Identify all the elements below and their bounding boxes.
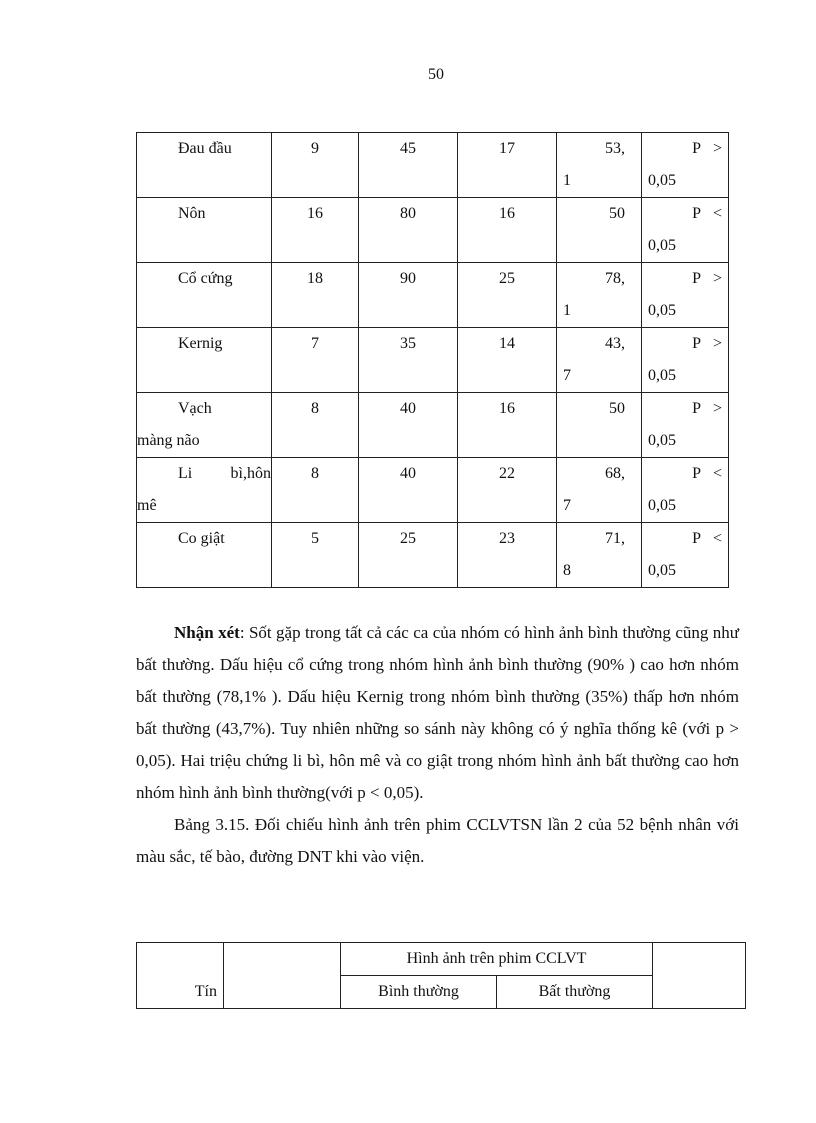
count-abnormal: 16 bbox=[458, 198, 557, 263]
significance-symbol: P bbox=[692, 335, 701, 352]
significance-value: 0,05 bbox=[648, 497, 676, 514]
count-abnormal: 25 bbox=[458, 263, 557, 328]
table-row bbox=[137, 393, 729, 458]
significance-cell bbox=[642, 393, 729, 458]
symptom-name-cell bbox=[137, 133, 272, 198]
percent-abnormal: 68, bbox=[605, 465, 625, 482]
table-row bbox=[137, 263, 729, 328]
significance-operator: > bbox=[712, 270, 722, 287]
percent-normal: 80 bbox=[359, 198, 458, 263]
significance-operator: < bbox=[712, 205, 722, 222]
table-row bbox=[137, 198, 729, 263]
count-normal: 18 bbox=[272, 263, 359, 328]
symptom-name: Kernig bbox=[178, 335, 223, 352]
symptom-name-cell bbox=[137, 198, 272, 263]
row-label-cell bbox=[137, 943, 224, 1009]
percent-abnormal-cont: 1 bbox=[563, 302, 571, 319]
table-row bbox=[137, 328, 729, 393]
significance-value: 0,05 bbox=[648, 302, 676, 319]
percent-abnormal-cell bbox=[557, 393, 642, 458]
significance-operator: > bbox=[712, 400, 722, 417]
count-normal: 8 bbox=[272, 458, 359, 523]
percent-abnormal: 71, bbox=[605, 530, 625, 547]
col-abnormal-header: Bất thường bbox=[497, 976, 653, 1009]
significance-symbol: P bbox=[692, 270, 701, 287]
symptom-name-cell bbox=[137, 328, 272, 393]
percent-abnormal-cell bbox=[557, 263, 642, 328]
significance-symbol: P bbox=[692, 400, 701, 417]
symptom-comparison-table bbox=[136, 132, 729, 588]
percent-normal: 40 bbox=[359, 458, 458, 523]
percent-abnormal: 50 bbox=[609, 400, 625, 417]
significance-symbol: P bbox=[692, 140, 701, 157]
count-abnormal: 16 bbox=[458, 393, 557, 458]
count-normal: 9 bbox=[272, 133, 359, 198]
row-label: Tín bbox=[194, 983, 217, 1000]
significance-symbol: P bbox=[692, 530, 701, 547]
percent-abnormal-cell bbox=[557, 198, 642, 263]
table-row bbox=[137, 133, 729, 198]
comment-paragraph bbox=[136, 617, 739, 809]
table-row bbox=[137, 458, 729, 523]
percent-normal: 90 bbox=[359, 263, 458, 328]
symptom-name-cell bbox=[137, 523, 272, 588]
significance-cell bbox=[642, 458, 729, 523]
image-comparison-table bbox=[136, 942, 746, 1009]
count-abnormal: 23 bbox=[458, 523, 557, 588]
significance-cell bbox=[642, 263, 729, 328]
percent-abnormal-cell bbox=[557, 523, 642, 588]
count-abnormal: 17 bbox=[458, 133, 557, 198]
percent-normal: 25 bbox=[359, 523, 458, 588]
body-text bbox=[136, 617, 739, 873]
percent-abnormal: 43, bbox=[605, 335, 625, 352]
significance-value: 0,05 bbox=[648, 432, 676, 449]
percent-abnormal-cell bbox=[557, 458, 642, 523]
percent-normal: 45 bbox=[359, 133, 458, 198]
significance-operator: > bbox=[712, 140, 722, 157]
symptom-name: Nôn bbox=[178, 205, 206, 222]
percent-abnormal-cont: 7 bbox=[563, 367, 571, 384]
count-normal: 5 bbox=[272, 523, 359, 588]
percent-abnormal-cell bbox=[557, 328, 642, 393]
empty-header-cell-right bbox=[653, 943, 746, 1009]
col-normal-header: Bình thường bbox=[341, 976, 497, 1009]
symptom-name: Vạch bbox=[178, 400, 212, 417]
page-number: 50 bbox=[428, 66, 444, 83]
percent-abnormal-cont: 1 bbox=[563, 172, 571, 189]
percent-normal: 40 bbox=[359, 393, 458, 458]
percent-abnormal: 50 bbox=[609, 205, 625, 222]
significance-operator: < bbox=[712, 530, 722, 547]
count-normal: 16 bbox=[272, 198, 359, 263]
significance-cell bbox=[642, 523, 729, 588]
percent-abnormal: 53, bbox=[605, 140, 625, 157]
significance-symbol: P bbox=[692, 465, 701, 482]
significance-cell bbox=[642, 328, 729, 393]
significance-cell bbox=[642, 133, 729, 198]
symptom-name-cont: màng não bbox=[137, 432, 200, 449]
significance-value: 0,05 bbox=[648, 367, 676, 384]
significance-symbol: P bbox=[692, 205, 701, 222]
group-header-cell bbox=[341, 943, 653, 976]
percent-abnormal: 78, bbox=[605, 270, 625, 287]
symptom-name-cell bbox=[137, 458, 272, 523]
empty-header-cell bbox=[224, 943, 341, 1009]
symptom-name: Co giật bbox=[178, 530, 225, 547]
significance-value: 0,05 bbox=[648, 562, 676, 579]
count-abnormal: 14 bbox=[458, 328, 557, 393]
group-header: Hình ảnh trên phim CCLVT bbox=[406, 950, 587, 967]
significance-operator: > bbox=[712, 335, 722, 352]
count-normal: 8 bbox=[272, 393, 359, 458]
significance-cell bbox=[642, 198, 729, 263]
table-row bbox=[137, 523, 729, 588]
count-abnormal: 22 bbox=[458, 458, 557, 523]
symptom-name-cell bbox=[137, 263, 272, 328]
significance-value: 0,05 bbox=[648, 237, 676, 254]
symptom-name: Đau đầu bbox=[178, 140, 232, 157]
symptom-name-cell bbox=[137, 393, 272, 458]
percent-abnormal-cell bbox=[557, 133, 642, 198]
percent-normal: 35 bbox=[359, 328, 458, 393]
comment-text: : Sốt gặp trong tất cả các ca của nhóm có hình ảnh bình thường cũng như bất thường. Dấu hiệu cổ cứng trong nhóm hình ảnh bình thường (90% ) cao hơn nhóm bất thường (78,1% ). Dấu hiệu Kernig trong nhóm bình thường (35%) thấp hơn nhóm bất thường (43,7%). Tuy nhiên những so sánh này không có ý nghĩa thống kê (với p > 0,05). Hai triệu chứng li bì, hôn mê và co giật trong nhóm hình ảnh bất thường cao hơn nhóm hình ảnh bình thường(với p < 0,05). bbox=[136, 623, 739, 802]
significance-value: 0,05 bbox=[648, 172, 676, 189]
percent-abnormal-cont: 7 bbox=[563, 497, 571, 514]
count-normal: 7 bbox=[272, 328, 359, 393]
symptom-name: Li bì,hôn bbox=[178, 465, 271, 482]
table-caption: Bảng 3.15. Đối chiếu hình ảnh trên phim CCLVTSN lần 2 của 52 bệnh nhân với màu sắc, tế bào, đường DNT khi vào viện. bbox=[136, 815, 739, 866]
significance-operator: < bbox=[712, 465, 722, 482]
comment-label: Nhận xét bbox=[174, 623, 240, 642]
percent-abnormal-cont: 8 bbox=[563, 562, 571, 579]
symptom-name: Cổ cứng bbox=[178, 270, 233, 287]
symptom-name-cont: mê bbox=[137, 497, 157, 514]
